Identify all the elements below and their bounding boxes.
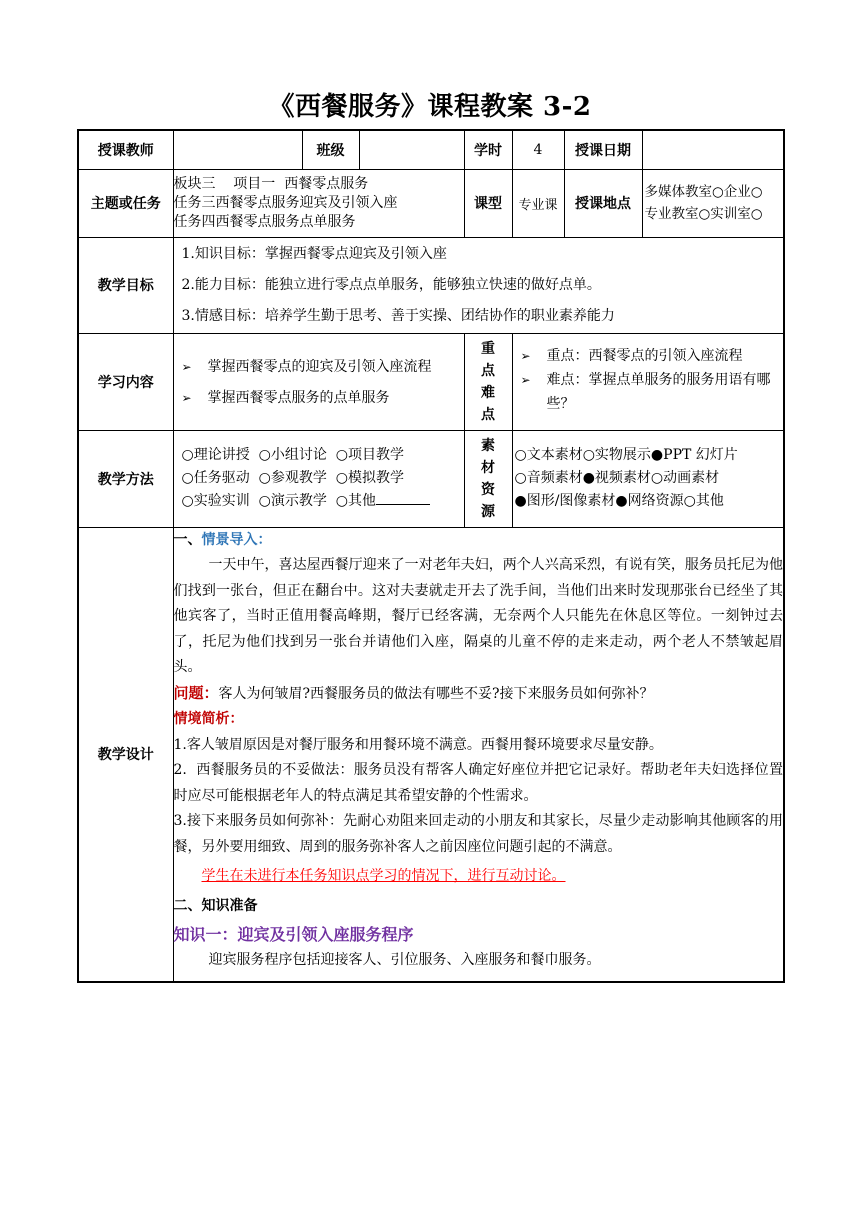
topic-line: 板块三 项目一 西餐零点服务 [173,175,369,192]
section-intro-heading [174,528,784,554]
analysis-item: 2. 西餐服务员的不妥做法：服务员没有帮客人确定好座位并把它记录好。帮助老年夫妇选择位置时应尽可能根据老年人的特点满足其希望安静的个性需求。 [173,762,783,804]
design-label: 教学设计 [78,527,173,982]
teacher-label: 授课教师 [78,130,173,169]
methods-line: ○理论讲授 ○小组讨论 ○项目教学 [181,447,404,463]
objective-item: 2.能力目标：能独立进行零点点单服务，能够独立快速的做好点单。 [181,276,601,293]
table-row-design [78,527,784,982]
place-value [642,169,784,237]
type-label: 课型 [464,169,512,237]
arrow-bullet-icon: ➢ [520,372,531,387]
knowledge1-text: 迎宾服务程序包括迎接客人、引位服务、入座服务和餐巾服务。 [208,952,601,968]
key-label-char: 重 [481,340,495,357]
analysis-item: 1.客人皱眉原因是对餐厅服务和用餐环境不满意。西餐用餐环境要求尽量安静。 [173,736,663,753]
materials-label-char: 素 [481,437,495,454]
type-value: 专业课 [512,169,564,237]
question-label: 问题： [173,683,219,702]
key-label-char: 点 [481,362,495,379]
content-item-text: 掌握西餐零点服务的点单服务 [207,389,390,406]
analysis-heading [174,707,784,733]
key-label-char: 难 [481,384,495,401]
place-label: 授课地点 [564,169,642,237]
design-value [173,527,784,982]
analysis-label: 情境简析： [173,711,244,727]
content-item [182,352,460,383]
materials-line: ○文本素材○实物展示●PPT 幻灯片 [514,447,738,463]
knowledge1-title: 知识一：迎宾及引领入座服务程序 [173,925,414,944]
topic-label: 主题或任务 [78,169,173,237]
key-item-text: 难点：掌握点单服务的服务用语有哪些？ [546,371,771,412]
content-value [173,333,464,430]
date-value [642,130,784,169]
class-label: 班级 [302,130,359,169]
methods-line-last [182,490,464,513]
methods-line: ○实验实训 ○演示教学 ○其他 [181,493,376,509]
hours-value: 4 [512,130,564,169]
content-item-text: 掌握西餐零点的迎宾及引领入座流程 [207,358,432,375]
methods-label: 教学方法 [78,430,173,527]
teacher-value [173,130,302,169]
materials-label [464,430,512,527]
key-item [521,368,778,416]
question-paragraph [174,681,784,708]
key-label-char: 点 [481,406,495,423]
page-title: 《西餐服务》课程教案 3-2 [268,92,592,122]
topic-line: 任务三西餐零点服务迎宾及引领入座 [173,194,398,211]
question-text: 客人为何皱眉?西餐服务员的做法有哪些不妥?接下来服务员如何弥补？ [218,685,654,702]
table-row-header-info [78,130,784,169]
arrow-bullet-icon: ➢ [520,348,531,363]
place-line: 专业教室○实训室○ [644,206,763,222]
table-row-topic [78,169,784,237]
materials-label-char: 源 [481,503,495,520]
objective-item: 1.知识目标：掌握西餐零点迎宾及引领入座 [181,245,447,262]
analysis-item: 3.接下来服务员如何弥补：先耐心劝阻来回走动的小朋友和其家长，尽量少走动影响其他顾客的用餐，另外要用细致、周到的服务弥补客人之前因座位问题引起的不满意。 [173,813,783,855]
lesson-plan-table [77,129,785,983]
story-paragraph: 一天中午，喜达屋西餐厅迎来了一对老年夫妇，两个人兴高采烈，有说有笑，服务员托尼为他们找到一张台，但正在翻台中。这对夫妻就走开去了洗手间，当他们出来时发现那张台已经坐了其他宾客了，当时正值用餐高峰期，餐厅已经客满，无奈两个人只能先在休息区等位。一刻钟过去了，托尼为他们找到另一张台并请他们入座，隔桌的儿童不停的走来走动，两个老人不禁皱起眉头。 [173,557,783,675]
hours-label: 学时 [464,130,512,169]
materials-value [512,430,784,527]
discussion-text: 学生在未进行本任务知识点学习的情况下，进行互动讨论。 [201,868,566,884]
key-difficulty-value [512,333,784,430]
section-title: 情景导入： [201,531,272,548]
objective-item: 3.情感目标：培养学生勤于思考、善于实操、团结协作的职业素养能力 [181,307,615,324]
other-blank-line [376,492,430,505]
materials-label-char: 材 [481,459,495,476]
section-knowledge-heading: 二、知识准备 [173,897,258,914]
section-number: 一、 [173,531,202,548]
materials-line: ●图形/图像素材●网络资源○其他 [514,493,724,509]
discussion-note [174,864,784,890]
date-label: 授课日期 [564,130,642,169]
methods-value [173,430,464,527]
class-value [359,130,464,169]
methods-line: ○任务驱动 ○参观教学 ○模拟教学 [181,470,404,486]
key-difficulty-label [464,333,512,430]
arrow-bullet-icon: ➢ [181,390,192,405]
arrow-bullet-icon: ➢ [181,359,192,374]
objectives-label: 教学目标 [78,237,173,333]
key-item [521,344,778,368]
table-row-methods [78,430,784,527]
topic-line: 任务四西餐零点服务点单服务 [173,213,356,230]
content-label: 学习内容 [78,333,173,430]
key-item-text: 重点：西餐零点的引领入座流程 [546,347,743,364]
materials-line: ○音频素材●视频素材○动画素材 [514,470,720,486]
table-row-content [78,333,784,430]
objectives-value [173,237,784,333]
materials-label-char: 资 [481,481,495,498]
place-line: 多媒体教室○企业○ [644,184,763,200]
topic-value [173,169,464,237]
table-row-objectives [78,237,784,333]
content-item [182,383,460,414]
